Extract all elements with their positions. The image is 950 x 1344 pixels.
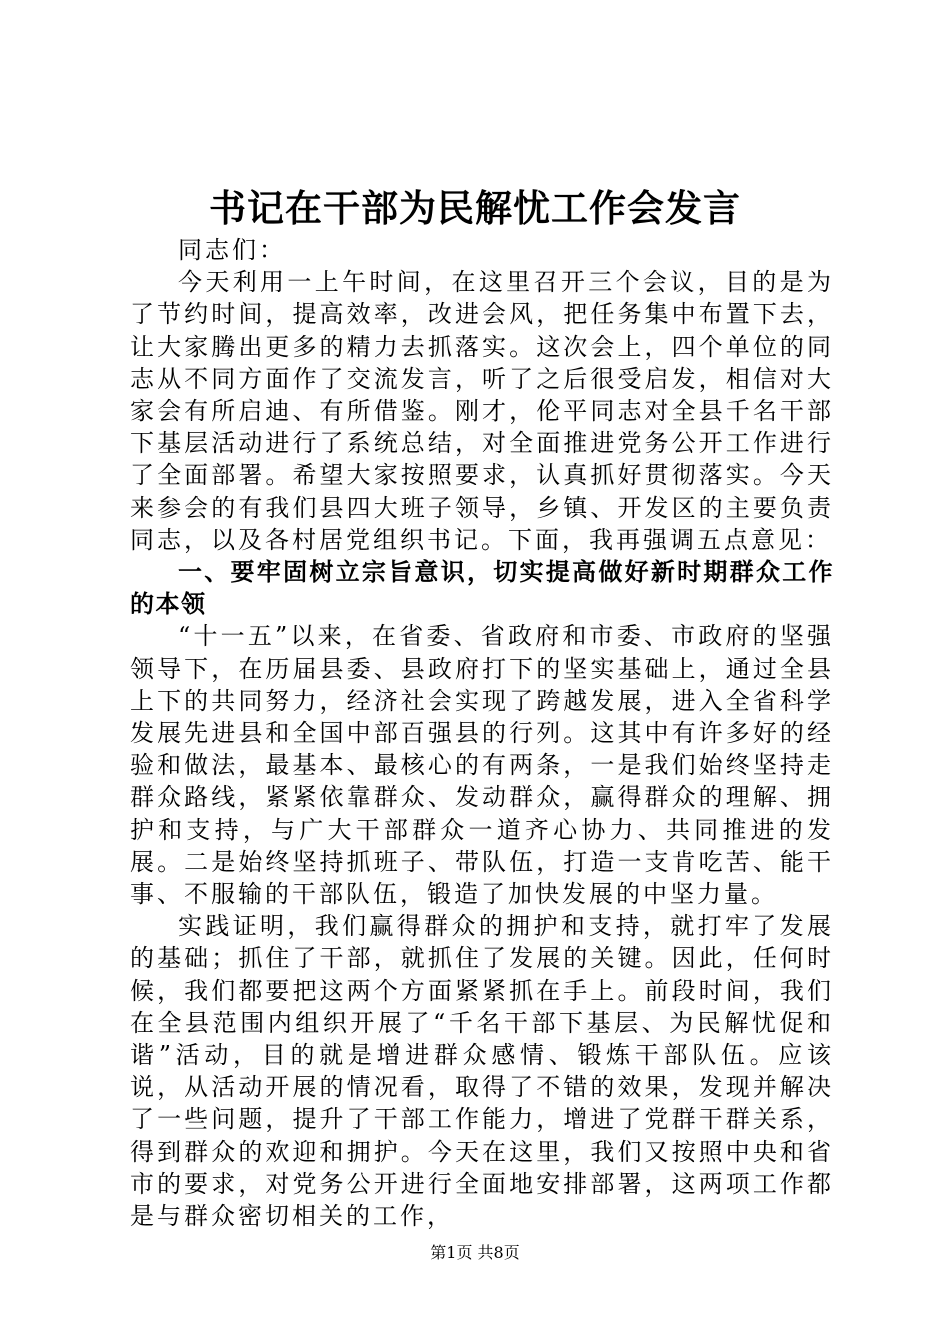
section-heading-1: 一、要牢固树立宗旨意识，切实提高做好新时期群众工作的本领 [130,558,834,619]
greeting: 同志们： [178,236,286,264]
page-number: 第1页 共8页 [430,1243,520,1262]
paragraph-intro: 今天利用一上午时间，在这里召开三个会议，目的是为了节约时间，提高效率，改进会风，把任务集中布置下去，让大家腾出更多的精力去抓落实。这次会上，四个单位的同志从不同方面作了交流发言，听了之后很受启发，相信对大家会有所启迪、有所借鉴。刚才，伦平同志对全县千名干部下基层活动进行了系统总结，对全面推进党务公开工作进行了全面部署。希望大家按照要求，认真抓好贯彻落实。今天来参会的有我们县四大班子领导，乡镇、开发区的主要负责同志，以及各村居党组织书记。下面，我再强调五点意见： [130,268,834,554]
document-title: 书记在干部为民解忧工作会发言 [209,186,741,230]
document-body [130,234,834,1232]
paragraph-practice: 实践证明，我们赢得群众的拥护和支持，就打牢了发展的基础；抓住了干部，就抓住了发展的关键。因此，任何时候，我们都要把这两个方面紧紧抓在手上。前段时间，我们在全县范围内组织开展了“千名干部下基层、为民解忧促和谐”活动，目的就是增进群众感情、锻炼干部队伍。应该说，从活动开展的情况看，取得了不错的效果，发现并解决了一些问题，提升了干部工作能力，增进了党群干群关系，得到群众的欢迎和拥护。今天在这里，我们又按照中央和省市的要求，对党务公开进行全面地安排部署，这两项工作都是与群众密切相关的工作， [130,912,834,1231]
paragraph-achievements: “十一五”以来，在省委、省政府和市委、市政府的坚强领导下，在历届县委、县政府打下的坚实基础上，通过全县上下的共同努力，经济社会实现了跨越发展，进入全省科学发展先进县和全国中部百强县的行列。这其中有许多好的经验和做法，最基本、最核心的有两条，一是我们始终坚持走群众路线，紧紧依靠群众、发动群众，赢得群众的理解、拥护和支持，与广大干部群众一道齐心协力、共同推进的发展。二是始终坚持抓班子、带队伍，打造一支肯吃苦、能干事、不服输的干部队伍，锻造了加快发展的中坚力量。 [130,622,834,909]
